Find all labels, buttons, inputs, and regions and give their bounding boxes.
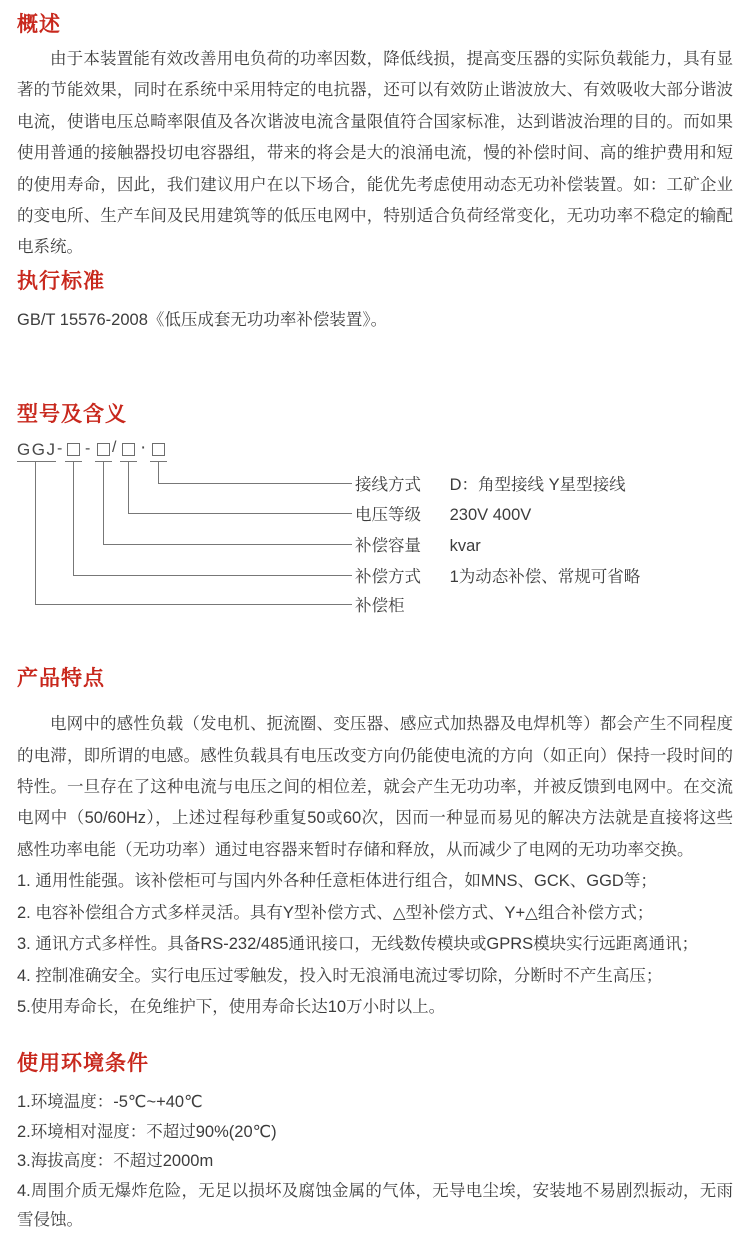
model-meaning-row bbox=[355, 592, 450, 616]
connector-vertical-line bbox=[103, 462, 104, 544]
model-meaning-row bbox=[355, 471, 626, 495]
section-heading-environment: 使用环境条件 bbox=[17, 1052, 149, 1076]
environment-list bbox=[17, 1088, 733, 1236]
connector-vertical-line bbox=[128, 462, 129, 513]
model-row-label: 补偿柜 bbox=[355, 597, 405, 616]
model-row-value: 230V 400V bbox=[449, 506, 532, 525]
connector-horizontal-line bbox=[35, 604, 352, 605]
connector-horizontal-line bbox=[128, 513, 352, 514]
model-separator-1: - bbox=[57, 440, 63, 458]
model-row-label: 接线方式 bbox=[355, 476, 421, 495]
feature-item-4: 4. 控制准确安全。实行电压过零触发，投入时无浪涌电流过零切除，分断时不产生高压； bbox=[17, 966, 663, 985]
section-heading-overview: 概述 bbox=[17, 13, 61, 36]
model-placeholder-box-1 bbox=[67, 443, 80, 456]
features-paragraph: 电网中的感性负载（发电机、扼流圈、变压器、感应式加热器及电焊机等）都会产生不同程度的电滞，即所谓的电感。感性负载具有电压改变方向仍能使电流的方向（如正向）保持一段时间的特性。一旦存在了这种电流与电压之间的相位差，就会产生无功功率，并被反馈到电网中。在交流电网中（50/60Hz），上述过程每秒重复50或60次，因而一种显而易见的解决方法就是直接将这些感性功率电能（无功功率）通过电容器来暂时存储和释放，从而减少了电网的无功功率交换。 bbox=[17, 715, 733, 859]
model-meaning-row bbox=[355, 532, 481, 556]
environment-item-2: 2.环境相对湿度：不超过90%(20℃) bbox=[17, 1122, 277, 1141]
connector-vertical-line bbox=[158, 462, 159, 483]
connector-horizontal-line bbox=[73, 575, 352, 576]
model-row-label: 电压等级 bbox=[355, 506, 421, 525]
standard-text: GB/T 15576-2008《低压成套无功功率补偿装置》。 bbox=[17, 310, 388, 329]
model-meaning-row bbox=[355, 563, 640, 587]
features-list bbox=[17, 866, 733, 1023]
connector-horizontal-line bbox=[103, 544, 352, 545]
environment-item-1: 1.环境温度：-5℃~+40℃ bbox=[17, 1093, 203, 1112]
model-meaning-row bbox=[355, 501, 531, 525]
section-heading-model: 型号及含义 bbox=[17, 403, 127, 427]
model-separator-4: · bbox=[140, 437, 147, 459]
overview-paragraph: 由于本装置能有效改善用电负荷的功率因数，降低线损，提高变压器的实际负载能力，具有显著的节能效果，同时在系统中采用特定的电抗器，还可以有效防止谐波放大、有效吸收大部分谐波电流，使谐电压总畸率限值及各次谐波电流含量限值符合国家标准，达到谐波治理的目的。而如果使用普通的接触器投切电容器组，带来的将会是大的浪涌电流，慢的补偿时间、高的维护费用和短的使用寿命，因此，我们建议用户在以下场合，能优先考虑使用动态无功补偿装置。如：工矿企业的变电所、生产车间及民用建筑等的低压电网中，特别适合负荷经常变化，无功功率不稳定的输配电系统。 bbox=[17, 50, 733, 257]
feature-item-2: 2. 电容补偿组合方式多样灵活。具有Y型补偿方式、△型补偿方式、Y+△组合补偿方式； bbox=[17, 903, 654, 922]
environment-item-4: 4.周围介质无爆炸危险，无足以损坏及腐蚀金属的气体，无导电尘埃，安装地不易剧烈振动，无雨雪侵蚀。 bbox=[17, 1181, 733, 1230]
model-code: GGJ bbox=[17, 440, 57, 460]
underline-segment bbox=[17, 461, 56, 462]
connector-horizontal-line bbox=[158, 483, 352, 484]
model-placeholder-box-2 bbox=[97, 443, 110, 456]
model-designation-diagram bbox=[17, 437, 733, 632]
model-row-value: D：角型接线 Y星型接线 bbox=[449, 476, 626, 495]
model-separator-3: / bbox=[112, 439, 117, 457]
model-placeholder-box-3 bbox=[122, 443, 135, 456]
section-heading-standard: 执行标准 bbox=[17, 269, 105, 293]
section-heading-features: 产品特点 bbox=[17, 667, 105, 691]
environment-item-3: 3.海拔高度：不超过2000m bbox=[17, 1152, 214, 1171]
model-row-label: 补偿方式 bbox=[355, 568, 421, 587]
feature-item-3: 3. 通讯方式多样性。具备RS-232/485通讯接口，无线数传模块或GPRS模块实行远距离通讯； bbox=[17, 935, 699, 954]
model-row-value: 1为动态补偿、常规可省略 bbox=[449, 568, 641, 587]
model-separator-2: - bbox=[85, 440, 91, 458]
model-placeholder-box-4 bbox=[152, 443, 165, 456]
model-row-value: kvar bbox=[449, 537, 481, 556]
model-row-label: 补偿容量 bbox=[355, 537, 421, 556]
feature-item-5: 5.使用寿命长，在免维护下，使用寿命长达10万小时以上。 bbox=[17, 997, 446, 1016]
feature-item-1: 1. 通用性能强。该补偿柜可与国内外各种任意柜体进行组合，如MNS、GCK、GGD等； bbox=[17, 872, 657, 891]
connector-vertical-line bbox=[73, 462, 74, 575]
connector-vertical-line bbox=[35, 462, 36, 604]
